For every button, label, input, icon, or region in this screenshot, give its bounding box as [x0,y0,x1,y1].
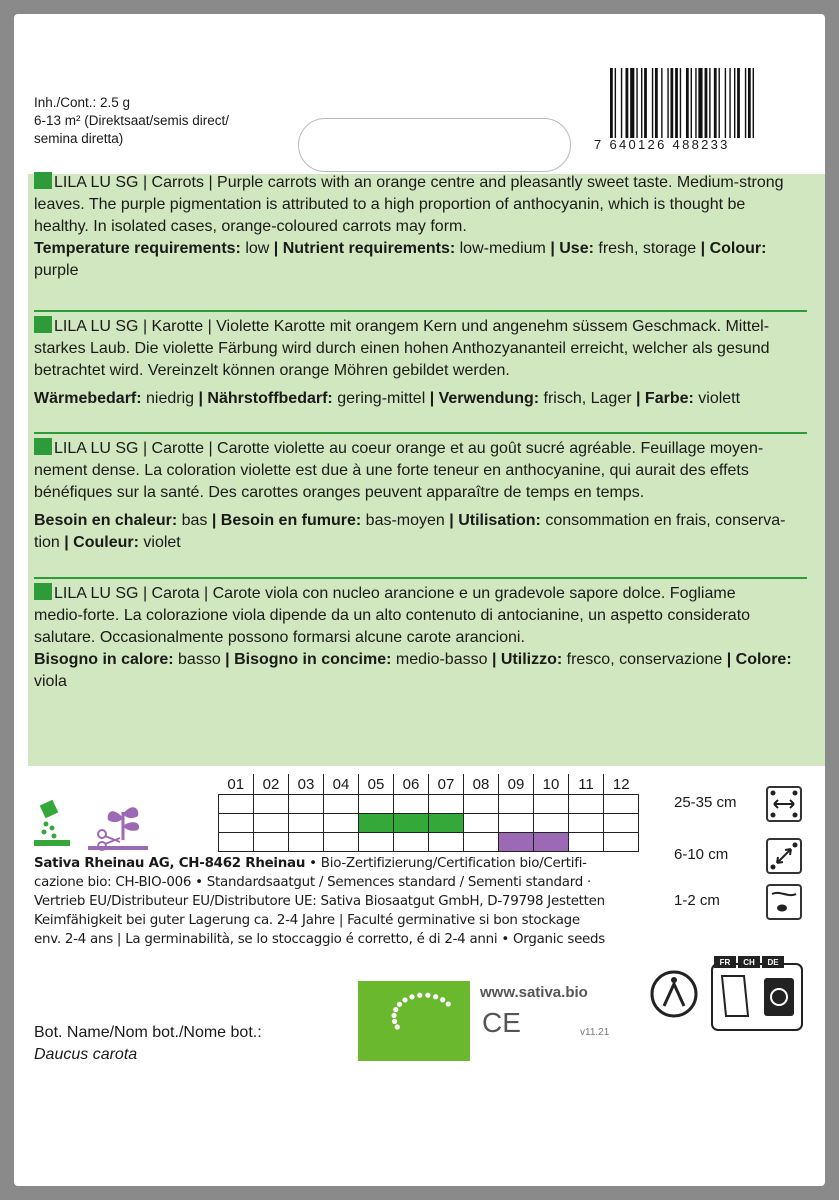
calendar-cell [254,833,289,852]
month-label: 05 [359,774,394,795]
calendar-cell [534,795,569,814]
barcode-bar [641,68,642,138]
barcode-bar [745,68,746,138]
properties-line: Temperature requirements: low | Nutrient requirements: low-medium | Use: fresh, storage | Colour: [34,240,767,257]
calendar-cell [324,795,359,814]
bin-icon [764,978,794,1016]
green-square-icon [34,438,52,455]
calendar-cell [254,814,289,833]
month-label: 02 [254,774,289,795]
plant-distance-icon [766,838,802,874]
eu-star [409,994,414,999]
harvest-icon [88,807,148,850]
eu-star [391,1013,396,1018]
section-english: LILA LU SG | Carrots | Purple carrots with an orange centre and pleasantly sweet taste. Medium-strong leaves. The purple pigmentation is attributed to a high proportion of anthocyanin, which is thought be healthy. In isolated cases, orange-coloured carrots may form. Temperature requirements: low | Nutrient requirements: low-medium | Use: fresh, storage | Colour: purple [34,172,804,282]
calendar-cell [604,833,639,852]
barcode-bar [636,68,637,138]
section-german: LILA LU SG | Karotte | Violette Karotte mit orangem Kern und angenehm süssem Geschmack. Mittel- starkes Laub. Die violette Färbung wird durch einen hohen Anthozyananteil erreicht, welcher als gesund betrachtet wird. Vereinzelt können orange Möhren gebildet werden. Wärmebedarf: niedrig | Nährstoffbedarf: gering-mittel | Verwendung: frisch, Lager | Farbe: violett [34,316,804,410]
calendar-cell [464,795,499,814]
properties-line: Bisogno in calore: basso | Bisogno in concime: medio-basso | Utilizzo: fresco, conservazione | Colore: [34,651,792,668]
calendar-cell [324,833,359,852]
eu-organic-logo [358,981,470,1061]
eu-star [433,994,438,999]
barcode-bar [652,68,653,138]
calendar-cell [534,814,569,833]
calendar-cell [394,814,429,833]
calendar-cell [289,795,324,814]
calendar-cell [569,833,604,852]
botanical-name: Bot. Name/Nom bot./Nome bot.: Daucus carota [34,1024,262,1063]
barcode-bar [705,68,708,138]
barcode-bar [729,68,730,138]
barcode-number: 7 640126 488233 [594,137,730,152]
version-label: v11.21 [580,1027,610,1038]
calendar-cell [429,833,464,852]
hang-hole [298,118,571,172]
calendar-cell [254,795,289,814]
calendar-cell [534,833,569,852]
barcode-bar [675,68,678,138]
month-label: 08 [464,774,499,795]
seed-packet-back [14,14,825,1186]
calendar-cell [499,795,534,814]
barcode-bar [644,68,647,138]
barcode-bar [725,68,726,138]
month-label: 03 [289,774,324,795]
barcode [610,68,810,138]
calendar-cell [359,833,394,852]
barcode-bar [686,68,689,138]
barcode-bar [714,68,717,138]
green-square-icon [34,172,52,189]
sowing-depth-label: 1-2 cm [674,892,720,909]
barcode-bar [655,68,658,138]
calendar-icons [28,796,148,856]
month-label: 11 [569,774,604,795]
calendar-cell [359,795,394,814]
barcode-bar [695,68,696,138]
recycle-label-fr: FR [719,958,731,967]
green-square-icon [34,316,52,333]
month-label: 07 [429,774,464,795]
website-link[interactable]: www.sativa.bio [480,984,588,1001]
barcode-bar [734,68,735,138]
barcode-bar [615,68,616,138]
recycling-info [644,954,814,1041]
calendar-cell [464,833,499,852]
calendar-cell [394,833,429,852]
barcode-bar [748,68,751,138]
eu-star [395,1024,400,1029]
eu-star [393,1007,398,1012]
calendar-cell [219,814,254,833]
barcode-bar [698,68,702,138]
recycle-icon [652,972,696,1016]
calendar-cell [324,814,359,833]
divider [34,432,807,434]
barcode-bar [753,68,754,138]
calendar-cell [429,814,464,833]
barcode-bar [719,68,720,138]
calendar-cell [219,833,254,852]
barcode-bar [626,68,629,138]
month-label: 12 [604,774,639,795]
barcode-bar [670,68,673,138]
company-info: Sativa Rheinau AG, CH-8462 Rheinau • Bio-Zertifizierung/Certification bio/Certifi- cazione bio: CH-BIO-006 • Standardsaatgut / Semences standard / Sementi standard · Vertrieb EU/Distributeur EU/Distributore UE: Sativa Biosaatgut GmbH, D-79798 Jestetten Keimfähigkeit bei guter Lagerung ca. 2-4 Jahre | Faculté germinative si bon stockage env. 2-4 ans | La germinabilità, se lo stoccaggio é corretto, é di 2-4 anni • Organic seeds [34,856,606,947]
eu-star [417,993,422,998]
month-label: 09 [499,774,534,795]
calendar-cell [394,795,429,814]
calendar-cell [569,814,604,833]
divider [34,577,807,579]
sowing-calendar [218,774,639,852]
eu-star [440,997,445,1002]
calendar-cell [569,795,604,814]
recycle-label-ch: CH [743,958,755,967]
barcode-bar [667,68,668,138]
recycle-label-de: DE [767,958,779,967]
barcode-bar [621,68,622,138]
row-distance-icon [766,786,802,822]
sowing-icon [34,800,70,846]
calendar-cell [604,814,639,833]
properties-line: Wärmebedarf: niedrig | Nährstoffbedarf: gering-mittel | Verwendung: frisch, Lager | Farbe: violett [34,390,741,407]
barcode-bar [661,68,662,138]
green-square-icon [34,583,52,600]
barcode-bar [680,68,681,138]
month-label: 06 [394,774,429,795]
paper-bag-icon [722,976,748,1016]
calendar-cell [429,795,464,814]
month-label: 10 [534,774,569,795]
calendar-cell [289,814,324,833]
month-label: 04 [324,774,359,795]
eu-star [425,993,430,998]
calendar-cell [499,814,534,833]
barcode-bar [709,68,710,138]
contents-info: Inh./Cont.: 2.5 g 6-13 m² (Direktsaat/semis direct/ semina diretta) [34,95,230,146]
month-label: 01 [227,775,245,793]
calendar-cell [464,814,499,833]
eu-star [402,997,407,1002]
eu-star [397,1002,402,1007]
divider [34,310,807,312]
eu-star [446,1001,451,1006]
calendar-cell [604,795,639,814]
sowing-depth-icon [766,884,802,920]
calendar-cell [219,795,254,814]
calendar-cell [359,814,394,833]
section-french: LILA LU SG | Carotte | Carotte violette au coeur orange et au goût sucré agréable. Feuillage moyen- nement dense. La coloration violette est due à une forte teneur en anthocyanine, qui aurait des effets bénéfiques sur la santé. Des carottes oranges peuvent apparaître de temps en temps. Besoin en chaleur: bas | Besoin en fumure: bas-moyen | Utilisation: consommation en frais, conserva- tion | Couleur: violet [34,438,804,554]
row-distance-label: 25-35 cm [674,794,737,811]
eu-star [392,1019,397,1024]
barcode-bar [737,68,740,138]
section-italian: LILA LU SG | Carota | Carote viola con nucleo arancione e un gradevole sapore dolce. Fogliame medio-forte. La colorazione viola dipende da un alto contenuto di antocianine, un aspetto considerato salutare. Occasionalmente possono formarsi alcune carote arancioni. Bisogno in calore: basso | Bisogno in concime: medio-basso | Utilizzo: fresco, conservazione | Colore: viola [34,583,804,693]
properties-line: Besoin en chaleur: bas | Besoin en fumure: bas-moyen | Utilisation: consommation en frais, conserva- [34,512,786,529]
calendar-cell [289,833,324,852]
barcode-bar [630,68,634,138]
barcode-bar [610,68,613,138]
ce-mark: CE [482,1007,521,1038]
calendar-cell [499,833,534,852]
plant-distance-label: 6-10 cm [674,846,729,863]
barcode-bar [691,68,692,138]
